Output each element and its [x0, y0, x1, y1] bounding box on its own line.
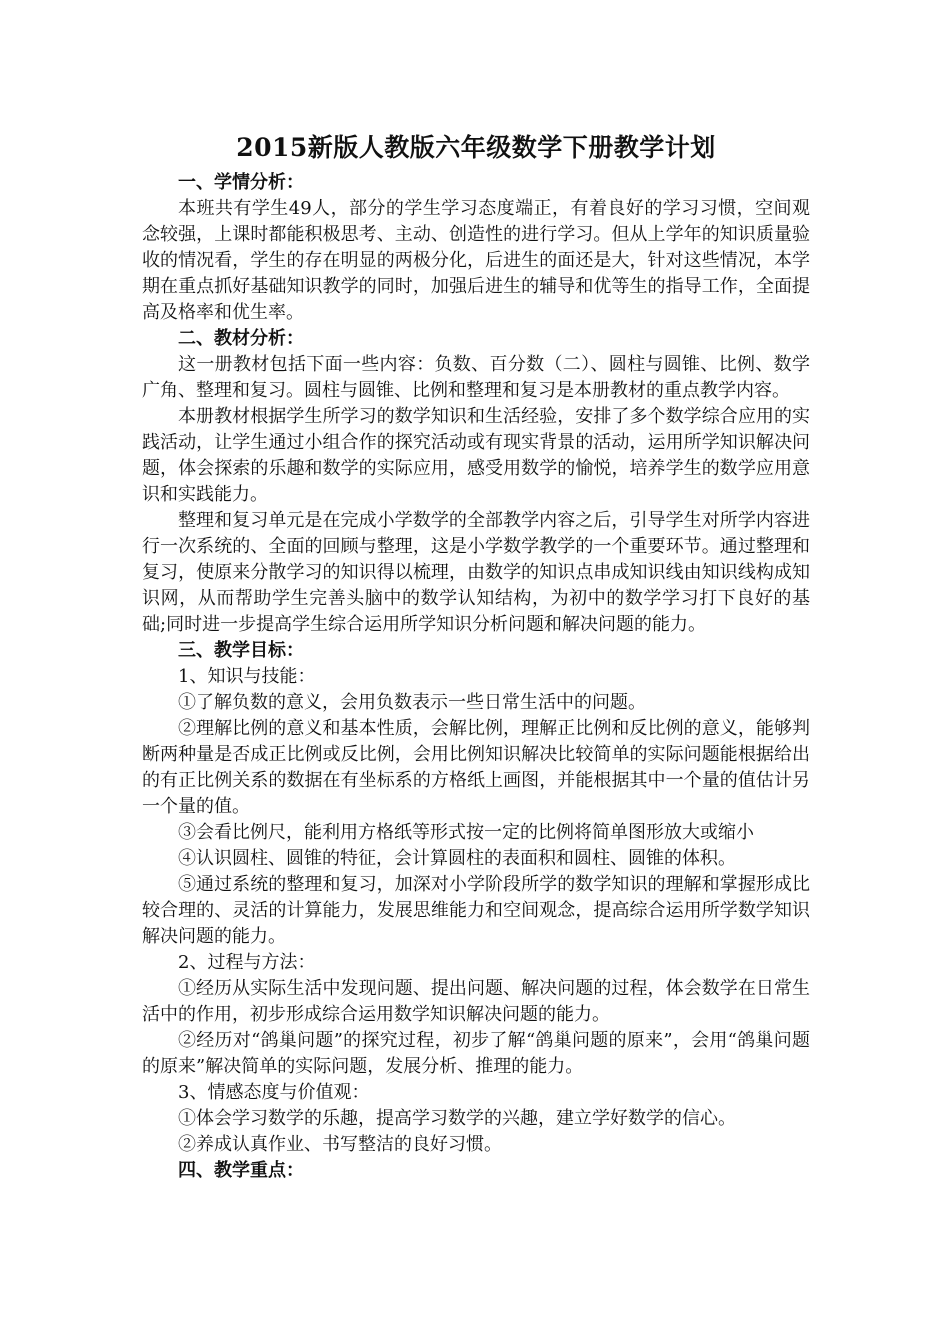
list-item: ③会看比例尺，能利用方格纸等形式按一定的比例将简单图形放大或缩小: [178, 822, 754, 843]
list-item: ⑤通过系统的整理和复习，加深对小学阶段所学的数学知识的理解和掌握形成比较合理的、灵活的计算能力，发展思维能力和空间观念，提高综合运用所学数学知识解决问题的能力。: [142, 874, 810, 947]
document-page: [142, 128, 810, 1184]
list-item: ①了解负数的意义，会用负数表示一些日常生活中的问题。: [178, 692, 646, 713]
document-title: 2015新版人教版六年级数学下册教学计划: [236, 133, 716, 162]
section-heading: 二、教材分析：: [178, 328, 304, 349]
list-item: ④认识圆柱、圆锥的特征，会计算圆柱的表面积和圆柱、圆锥的体积。: [178, 848, 736, 869]
section-learning-analysis: [142, 170, 810, 326]
list-item: ①体会学习数学的乐趣，提高学习数学的兴趣，建立学好数学的信心。: [178, 1108, 736, 1129]
subheading: 3、情感态度与价值观：: [178, 1082, 370, 1103]
section-heading: 四、教学重点：: [178, 1160, 304, 1181]
section-teaching-focus: [142, 1158, 810, 1184]
subheading: 2、过程与方法：: [178, 952, 316, 973]
list-item: ②养成认真作业、书写整洁的良好习惯。: [178, 1134, 502, 1155]
paragraph: 本班共有学生49人，部分的学生学习态度端正，有着良好的学习习惯，空间观念较强，上课时都能积极思考、主动、创造性的进行学习。但从上学年的知识质量验收的情况看，学生的存在明显的两极分化，后进生的面还是大，针对这些情况，本学期在重点抓好基础知识教学的同时，加强后进生的辅导和优等生的指导工作，全面提高及格率和优生率。: [142, 198, 810, 323]
section-heading: 三、教学目标：: [178, 640, 304, 661]
paragraph: 这一册教材包括下面一些内容：负数、百分数（二）、圆柱与圆锥、比例、数学广角、整理和复习。圆柱与圆锥、比例和整理和复习是本册教材的重点教学内容。: [142, 354, 810, 401]
paragraph: 整理和复习单元是在完成小学数学的全部教学内容之后，引导学生对所学内容进行一次系统的、全面的回顾与整理，这是小学数学教学的一个重要环节。通过整理和复习，使原来分散学习的知识得以梳理，由数学的知识点串成知识线由知识线构成知识网，从而帮助学生完善头脑中的数学认知结构，为初中的数学学习打下良好的基础;同时进一步提高学生综合运用所学知识分析问题和解决问题的能力。: [142, 510, 810, 635]
list-item: ②理解比例的意义和基本性质，会解比例，理解正比例和反比例的意义，能够判断两种量是否成正比例或反比例，会用比例知识解决比较简单的实际问题能根据给出的有正比例关系的数据在有坐标系的方格纸上画图，并能根据其中一个量的值估计另一个量的值。: [142, 718, 810, 817]
section-teaching-goals: [142, 638, 810, 1158]
list-item: ①经历从实际生活中发现问题、提出问题、解决问题的过程，体会数学在日常生活中的作用，初步形成综合运用数学知识解决问题的能力。: [142, 978, 810, 1025]
section-textbook-analysis: [142, 326, 810, 638]
paragraph: 本册教材根据学生所学习的数学知识和生活经验，安排了多个数学综合应用的实践活动，让学生通过小组合作的探究活动或有现实背景的活动，运用所学知识解决问题，体会探索的乐趣和数学的实际应用，感受用数学的愉悦，培养学生的数学应用意识和实践能力。: [142, 406, 810, 505]
subheading: 1、知识与技能：: [178, 666, 316, 687]
section-heading: 一、学情分析：: [178, 172, 304, 193]
list-item: ②经历对“鸽巢问题”的探究过程，初步了解“鸽巢问题的原来”，会用“鸽巢问题的原来”解决简单的实际问题，发展分析、推理的能力。: [142, 1030, 810, 1077]
